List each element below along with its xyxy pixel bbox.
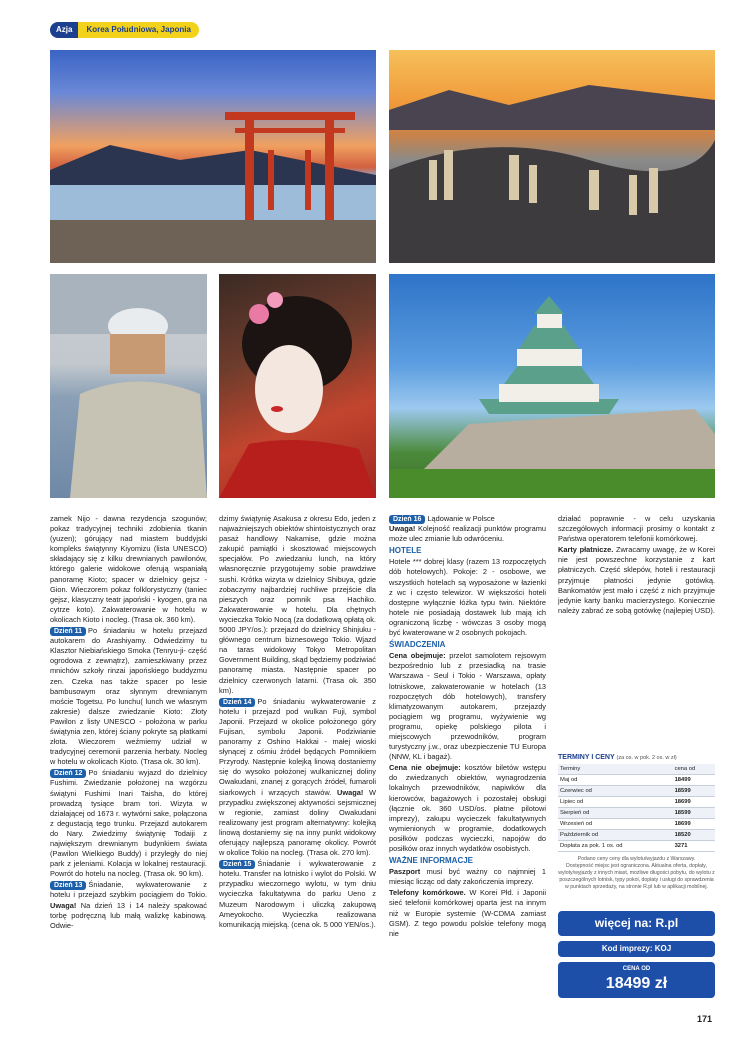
day-badge: Dzień 15 [219, 860, 255, 869]
day11-paragraph: Dzień 11 Po śniadaniu w hotelu przejazd autokarem do Arashiyamy. Odwiedzimy tu Klasztor Niebiańskiego Smoka (Tenryu-ji- część ogrodowa z zewnątrz), zamieszkiwany przez mnichów szkoły rinzai japońskiego buddyzmu zen. Czeka nas także spacer po lesie bambusowym oraz słynnym drewnianym moście Togetsu. Po lunchu( lunch we własnym zakresie) dalsze zwiedzanie Kioto: Złoty Pawilon z listy UNESCO - położona w parku świątynia zen, której ściany pokryte są płatkami złota. Wieczorem weźmiemy udział w tradycyjnej ceremonii parzenia herbaty. Nocleg w hotelu w okolicach Kioto. (Trasa ok. 30 km). [50, 626, 207, 767]
services-heading: ŚWIADCZENIA [389, 640, 446, 650]
table-row: Wrzesień od 18699 [558, 819, 715, 830]
hotels-heading: HOTELE [389, 546, 422, 556]
soldier-photo [50, 274, 207, 498]
prices-title: TERMINY I CENY (za os. w pok. 2 os. w zł) [558, 754, 677, 761]
day12-paragraph: Dzień 12 Po śniadaniu wyjazd do dzielnicy Fushimi. Zwiedzanie położonej na wzgórzu świątyni Fushimi Inari Taisha, do której prowadzą tysiące bram tori. Wizyta w działającej od 1673 r. wytwórni sake, połączona z degustacją tego trunku. Przejazd autokarem do Nary. Zwiedzimy świątynię Todaiji z największym drewnianym budynkiem świata (Pawilon Wielkiego Buddy) i przyległy do niej park z jeleniami. Kolacja w lokalnej restauracji. Powrót do hotelu na nocleg. (Trasa ok. 90 km). [50, 768, 207, 879]
prices-table [558, 764, 715, 852]
day14-paragraph: Dzień 14 Po śniadaniu wykwaterowanie z hotelu i przejazd pod wulkan Fuji, symbol Japonii. Przejazd w okolice położonego góry Fujisan, symbolu Japonii. Podziwianie panoramy z Oshino Hakkai - małej wioski słynącej z ośmiu źródeł będących Pomnikiem Przyrody. Następnie kolejką linową dostaniemy się do wysoko położonej wulkanicznej doliny Owakudani, znanej z gorących źródeł, fumaroli siarkowych i wrzących stawów. Uwaga! W przypadku zwiększonej aktywności sejsmicznej w regionie, zamiast doliny Owakudani realizowany jest program alternatywny: kolejką linową dostaniemy się na inny punkt widokowy oferujący najlepszą panoramę okolicy. Powrót w okolice Tokio na nocleg. (Trasa ok. 270 km). [219, 696, 376, 858]
price-excludes-paragraph: Cena nie obejmuje: kosztów biletów wstępu do zwiedzanych obiektów, wynagrodzenia lokalnych przewodników, napiwków dla kierowców, bagażowych i pozostałej obsługi (łącznie ok. 360 USD/os. płatne pilotowi imprezy), zakupu wycieczek fakultatywnych wymienionych w programie, dodatkowych posiłków podczas wycieczki, napojów do posiłków oraz innych wydatków osobistych. [389, 763, 546, 853]
tour-code-badge: Kod imprezy: KOJ [558, 941, 715, 957]
day13-paragraph: Dzień 13 Śniadanie, wykwaterowanie z hotelu i przejazd szybkim pociągiem do Tokio. Uwaga! Na dzień 13 i 14 należy spakować torbę podręczną lub małą walizkę kabinową. Odwie- [50, 880, 207, 930]
more-info-button[interactable]: więcej na: R.pl [558, 911, 715, 936]
day16-paragraph: Dzień 16 Lądowanie w Polsce Uwaga! Kolejność realizacji punktów programu może ulec zmianie lub odwróceniu. [389, 514, 546, 544]
day13-continued: dzimy świątynię Asakusa z okresu Edo, jeden z najważniejszych obiektów shintoistycznych oraz pasaż handlowy Nakamise, gdzie można zakupić pamiątki i skosztować miejscowych specjałów. Po zwiedzaniu lunch, na który własnoręcznie przygotujemy sobie prawdziwe sushi. Krótka wizyta w dzielnicy Shibuya, gdzie zobaczymy najbardziej ruchliwe przejście dla pieszych oraz pomnik psa Hachiko. Zakwaterowanie w hotelu. Dla chętnych wycieczka Tokio Nocą (za dodatkową opłatą ok. 5000 JPY/os.): przejazd do dzielnicy Shinjuku - głównego centrum biznesowego Tokio. Wjazd na taras widokowy Tokyo Metropolitan Government Building, skąd będziemy podziwiać panoramę miasta. Następnie spacer po dzielnicy czerwonych latarni. (Trasa ok. 350 km). [219, 514, 376, 695]
day15-paragraph: Dzień 15 Śniadanie i wykwaterowanie z hotelu. Transfer na lotnisko i wylot do Polski. W przypadku wieczornego wylotu, w tym dniu wycieczka fakultatywna do parku Ueno z Muzeum Narodowym i uliczką zakupową Ameyokocho. Wycieczka realizowana komunikacją miejską. (cena ok. 5 000 YEN/os.). [219, 859, 376, 929]
info-column-3 [389, 514, 546, 940]
geisha-illustration [219, 274, 376, 498]
table-header-row: Terminy cena od [558, 764, 715, 775]
day10-continued: zamek Nijo - dawna rezydencja szogunów; pokaz tradycyjnej techniki zdobienia tkanin (yuzen); górujący nad miastem buddyjski kompleks świątynny Kiyomizu (lista UNESCO) składający się z kilku drewnianych pawilonów, którego galerie widokowe oferują wspaniałą panoramę Kioto; spacer w dzielnicy gejsz - Gion. Wieczorem pokaz folklorystyczny (taniec gejsz, klasyczny teatr japoński - kyogen, gra na cytrze koto). Zakwaterowanie w hotelu w okolicach Kioto i nocleg. (Trasa ok. 360 km). [50, 514, 207, 624]
japanese-castle-photo [389, 274, 715, 498]
price-badge [558, 962, 715, 998]
day-badge: Dzień 12 [50, 769, 86, 778]
cards-paragraph: Karty płatnicze. Zwracamy uwagę, że w Korei nie jest powszechne korzystanie z kart płatniczych. Część sklepów, hoteli i restauracji przyjmuje płatności jedynie gotówką. Bankomatów jest mało i część z nich przyjmuje jedynie karty banku macierzystego. Koniecznie należy zabrać ze sobą gotówkę (najlepiej USD). [558, 545, 715, 615]
phones-continued: działać poprawnie - w celu uzyskania szczegółowych informacji prosimy o kontakt z Państwa operatorem telefonii komórkowej. [558, 514, 715, 544]
day-badge: Dzień 16 [389, 515, 425, 524]
prices-notes: Podano ceny ceny dla wylotu/wyjazdu z Warszawy. Dostępność miejsc jest ograniczona. Aktualna oferta, dopłaty, wyloty/wyjazdy z innych miast, możliwe długości pobytu, do wylotu z poszczególnych lotnisk, typy pokoi, dopłaty i usługi do sprawdzenia w punktach sprzedaży, na stronie R.pl lub w aplikacji mobilnej. [558, 856, 715, 890]
table-row: Październik od 18520 [558, 830, 715, 841]
torii-gate-illustration [50, 50, 376, 263]
itinerary-column-2 [219, 514, 376, 931]
price-label: CENA OD [622, 966, 651, 972]
phones-paragraph: Telefony komórkowe. W Korei Płd. i Japonii sieć telefonii komórkowej oparta jest na innym niż w Europie systemie (W-CDMA zamiast GSM). Z tego powodu polskie telefony mogą nie [389, 888, 546, 938]
castle-illustration [389, 274, 715, 498]
hotels-paragraph: Hotele *** dobrej klasy (razem 13 rozpoczętych dób hotelowych). Pokoje: 2 - osobowe, we wszystkich hotelach są wyposażone w łazienki z wc i często telewizor. W większości hoteli dostępne wyłącznie łóżka typu twin. Niektóre hotele nie posiadają dostawek lub mają ich ograniczoną liczbę - wówczas 3 osoby mogą być kwaterowane w 2 osobnych pokojach. [389, 557, 546, 638]
region-label: Azja [50, 22, 78, 38]
city-illustration [389, 50, 715, 263]
page-number: 171 [697, 1014, 713, 1024]
soldier-illustration [50, 274, 207, 498]
day-badge: Dzień 14 [219, 698, 255, 707]
info-column-4 [558, 514, 715, 617]
day-badge: Dzień 11 [50, 627, 86, 636]
itinerary-column-1 [50, 514, 207, 932]
table-row: Lipiec od 18699 [558, 797, 715, 808]
countries-label: Korea Południowa, Japonia [78, 22, 198, 38]
price-includes-paragraph: Cena obejmuje: przelot samolotem rejsowym bezpośrednio lub z przesiadką na trasie Warszawa - Seul i Tokio - Warszawa, opłaty lotniskowe, zakwaterowanie w hotelach (13 rozpoczętych dób hotelowych), transfery klimatyzowanym autokarem, przejazdy pociągiem wg programu, wyżywienie wg programu, opiekę polskiego pilota i miejscowych przewodników, program turystyczny j.w., oraz ubezpieczenie TU Europa (NNW, KL i bagaż). [389, 651, 546, 762]
important-info-heading: WAŻNE INFORMACJE [389, 856, 473, 866]
table-row: Czerwiec od 18599 [558, 786, 715, 797]
table-row: Dopłata za pok. 1 os. od 3271 [558, 841, 715, 852]
price-value: 18499 zł [605, 975, 668, 992]
table-row: Maj od 18499 [558, 775, 715, 786]
geisha-photo [219, 274, 376, 498]
prices-box [558, 754, 715, 891]
region-tag [50, 22, 199, 38]
busan-city-photo [389, 50, 715, 263]
passport-paragraph: Paszport musi być ważny co najmniej 1 miesiąc licząc od daty zakończenia imprezy. [389, 867, 546, 887]
torii-gate-photo [50, 50, 376, 263]
table-row: Sierpień od 18599 [558, 808, 715, 819]
day-badge: Dzień 13 [50, 881, 86, 890]
